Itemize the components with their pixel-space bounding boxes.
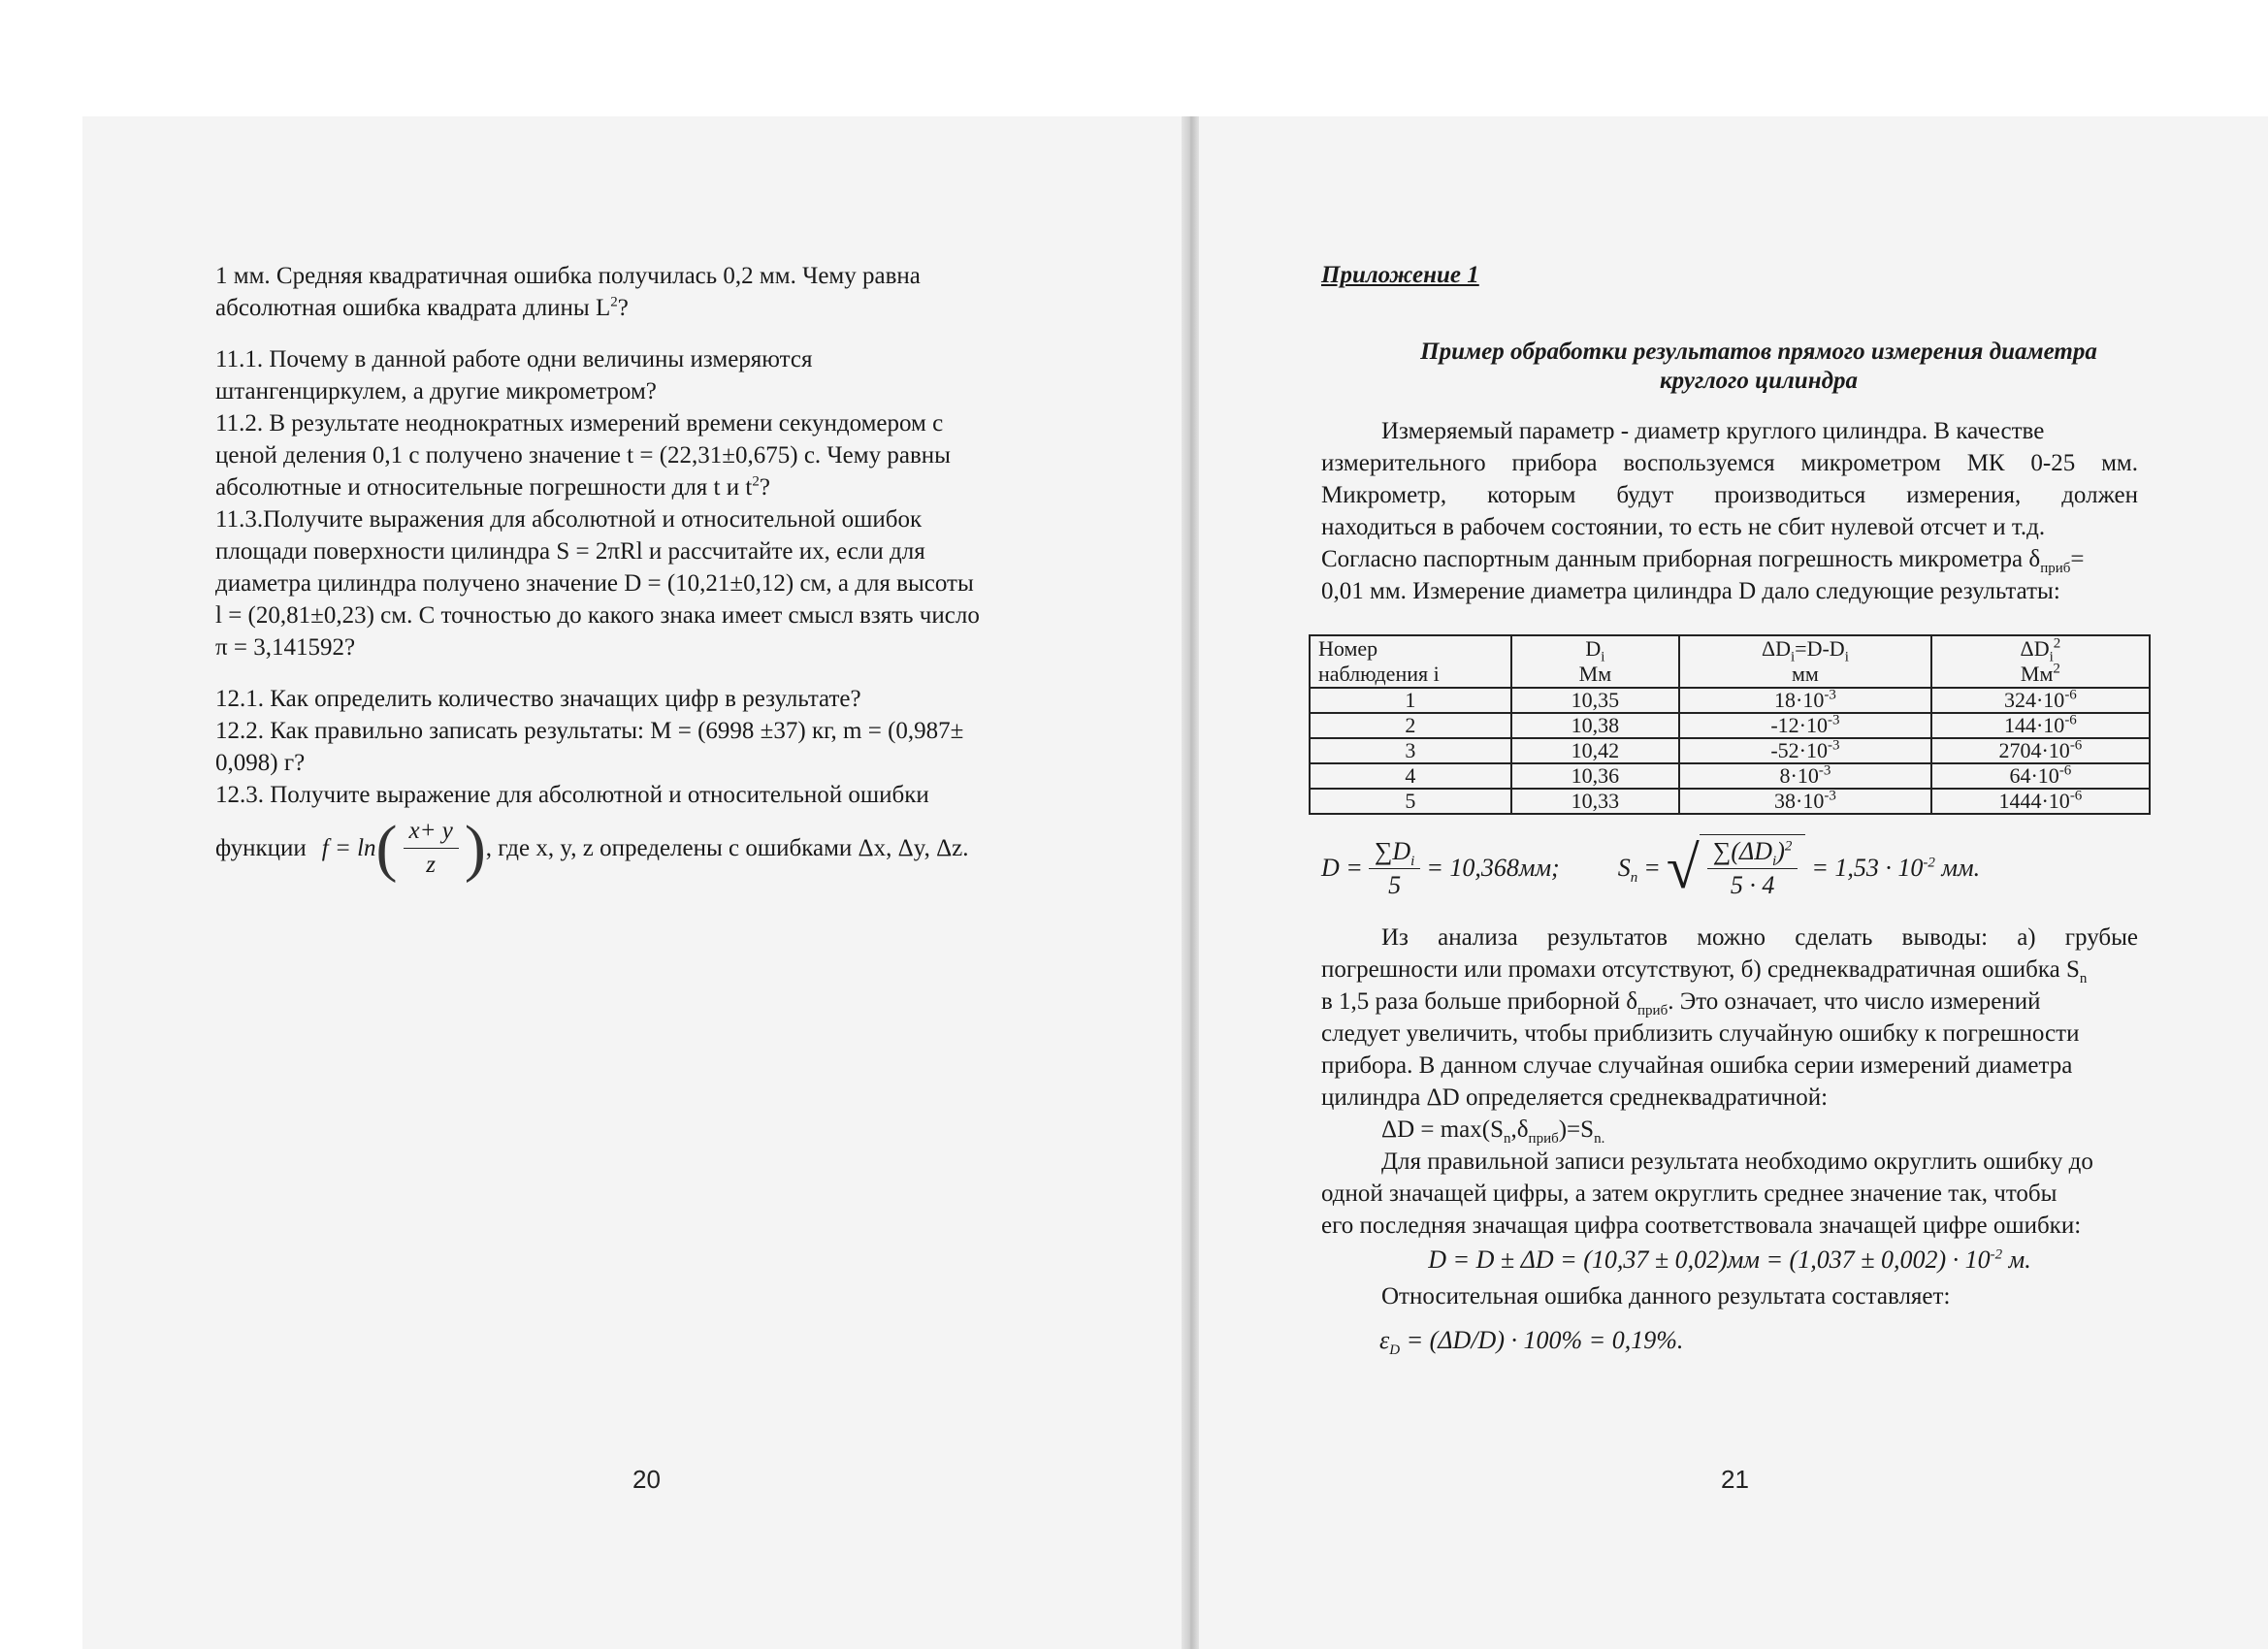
table-header-row [1310,635,2150,688]
conclusion-line1: Из анализа результатов можно сделать выводы: а) грубые [1381,924,2138,951]
intro-line4: находиться в рабочем состоянии, то есть не сбит нулевой отсчет и т.д. [1321,514,2046,540]
header-diameter: $D_i$ Мм [1511,635,1679,688]
cell-deviation-squared: $2704\cdot 10^{-6}$ [1931,738,2150,763]
question-11-2-line2: ценой деления 0,1 с получено значение t = (22,31±0,675) с. Чему равны [215,442,951,469]
section-title-line1: Пример обработки результатов прямого измерения диаметра [1420,339,2097,365]
cell-deviation: $-12\cdot 10^{-3}$ [1679,713,1931,738]
mean-and-std-formulas [1321,834,2138,902]
function-lhs: f = ln [321,834,376,861]
cell-index: 4 [1310,763,1511,789]
question-12-1: 12.1. Как определить количество значащих цифр в результате? [215,686,861,712]
page-number-right: 21 [1721,1465,1749,1494]
section-title [1379,338,2138,396]
sqrt-icon: √ [1666,835,1700,901]
cell-index: 1 [1310,688,1511,713]
function-fraction [404,815,459,882]
question-11-3-line3: диаметра цилиндра получено значение D = (10,21±0,12) см, а для высоты [215,570,974,597]
mean-rhs: = 10,368мм; [1426,854,1560,882]
table-row [1310,763,2150,789]
intro-line5: Согласно паспортным данным приборная погрешность микрометра $\delta_{приб}=$ [1321,546,2085,576]
cell-deviation: $18\cdot 10^{-3}$ [1679,688,1931,713]
mean-denominator: 5 [1388,870,1402,899]
cell-index: 5 [1310,789,1511,814]
table-row [1310,738,2150,763]
left-page [215,260,1069,882]
right-page [1318,262,2138,1361]
question-11-2-line3: абсолютные и относительные погрешности для t и $t^2$? [215,473,770,501]
std-sqrt [1667,834,1806,902]
intro-line6: 0,01 мм. Измерение диаметра цилиндра D дало следующие результаты: [1321,578,2060,604]
std-lhs: $S_n$ [1617,854,1638,887]
std-fraction [1700,834,1806,902]
cell-index: 2 [1310,713,1511,738]
equation-max: $\Delta D = \max(S_n,\delta_{приб})=S_{n.}$ [1381,1116,1605,1147]
question-12-2-line2: 0,098) г? [215,750,306,776]
cell-diameter: 10,33 [1511,789,1679,814]
header-deviation-squared: $\Delta D_i^2$ $Мм^2$ [1931,635,2150,688]
std-denominator: 5 · 4 [1730,871,1775,899]
question-11-2-line1: 11.2. В результате неоднократных измерений времени секундомером с [215,410,944,436]
conclusion-line4: следует увеличить, чтобы приблизить случайную ошибку к погрешности [1321,1020,2080,1047]
intro-line3: Микрометр, которым будут производиться измерения, должен [1321,482,2138,508]
question-11-3-line1: 11.3.Получите выражения для абсолютной и относительной ошибок [215,506,923,533]
cell-diameter: 10,36 [1511,763,1679,789]
cell-deviation-squared: $144\cdot 10^{-6}$ [1931,713,2150,738]
table-row [1310,713,2150,738]
question-12-3-function [215,812,1069,884]
rounding-line3: его последняя значащая цифра соответствовала значащей цифре ошибки: [1321,1212,2082,1239]
cell-deviation: $38\cdot 10^{-3}$ [1679,789,1931,814]
mean-fraction [1369,835,1420,902]
cell-deviation: $8\cdot 10^{-3}$ [1679,763,1931,789]
function-numerator: x+ y [404,815,459,849]
left-p1-line2: абсолютная ошибка квадрата длины $L^2$? [215,294,629,321]
question-11-1-line1: 11.1. Почему в данной работе одни величины измеряются [215,346,813,372]
appendix-title: Приложение 1 [1321,262,1479,288]
conclusion-line2: погрешности или промахи отсутствуют, б) среднеквадратичная ошибка $S_n$ [1321,956,2088,986]
function-tail: , где x, y, z определены с ошибками Δx, Δy, Δz. [485,834,969,861]
intro-line1: Измеряемый параметр - диаметр круглого цилиндра. В качестве [1381,418,2045,444]
cell-diameter: 10,38 [1511,713,1679,738]
cell-index: 3 [1310,738,1511,763]
conclusion-line3: в 1,5 раза больше приборной $\delta_{приб}$. Это означает, что число измерений [1321,988,2041,1018]
std-numerator: $\sum(\Delta D_i)^2$ [1707,835,1798,869]
cell-deviation-squared: $64\cdot 10^{-6}$ [1931,763,2150,789]
paren-left-icon: ( [375,812,398,884]
section-title-line2: круглого цилиндра [1660,368,1858,394]
mean-lhs: D = [1321,854,1363,882]
mean-numerator: $\sum D_i$ [1369,835,1420,869]
equation-result: $D = D \pm \Delta D = (10,37 \pm 0,02)мм = (1,037 \pm 0,002) \cdot 10^{-2}$ м. [1428,1245,2031,1274]
cell-deviation-squared: $1444\cdot 10^{-6}$ [1931,789,2150,814]
rounding-line1: Для правильной записи результата необходимо округлить ошибку до [1381,1148,2093,1175]
question-11-3-line4: l = (20,81±0,23) см. С точностью до какого знака имеет смысл взять число [215,602,980,629]
question-12-2-line1: 12.2. Как правильно записать результаты: M = (6998 ±37) кг, m = (0,987± [215,718,964,744]
std-eq: = [1643,854,1661,882]
rounding-line2: одной значащей цифры, а затем округлить среднее значение так, чтобы [1321,1180,2057,1207]
page-number-left: 20 [632,1465,661,1494]
question-12-3-line1: 12.3. Получите выражение для абсолютной и относительной ошибки [215,782,929,808]
question-11-3-line5: π = 3,141592? [215,634,356,661]
paren-right-icon: ) [464,812,486,884]
table-row [1310,688,2150,713]
equation-relative-error: $\varepsilon_D = (\Delta D/D) \cdot 100\% = 0,19\%$. [1379,1326,1684,1359]
cell-deviation: $-52\cdot 10^{-3}$ [1679,738,1931,763]
conclusion-line5: прибора. В данном случае случайная ошибка серии измерений диаметра [1321,1052,2073,1079]
conclusion-line6: цилиндра ΔD определяется среднеквадратичной: [1321,1084,1829,1111]
left-p1-line1: 1 мм. Средняя квадратичная ошибка получилась 0,2 мм. Чему равна [215,263,921,289]
question-11-1-line2: штангенциркулем, а другие микрометром? [215,378,657,404]
function-label: функции [215,834,307,861]
std-rhs: = $1,53 \cdot 10^{-2}$ мм. [1811,854,1981,882]
cell-diameter: 10,42 [1511,738,1679,763]
header-observation-number: Номер наблюдения i [1310,635,1511,688]
intro-line2: измерительного прибора воспользуемся микрометром МК 0-25 мм. [1321,450,2138,476]
cell-deviation-squared: $324\cdot 10^{-6}$ [1931,688,2150,713]
results-table [1309,634,2151,815]
relative-error-intro: Относительная ошибка данного результата составляет: [1381,1283,1951,1310]
function-denominator: z [426,852,437,878]
table-row [1310,789,2150,814]
question-11-3-line2: площади поверхности цилиндра S = 2πRl и рассчитайте их, если для [215,538,925,565]
book-spine-fold [1182,116,1199,1649]
header-deviation: $\Delta D_i=D-D_i$ мм [1679,635,1931,688]
cell-diameter: 10,35 [1511,688,1679,713]
